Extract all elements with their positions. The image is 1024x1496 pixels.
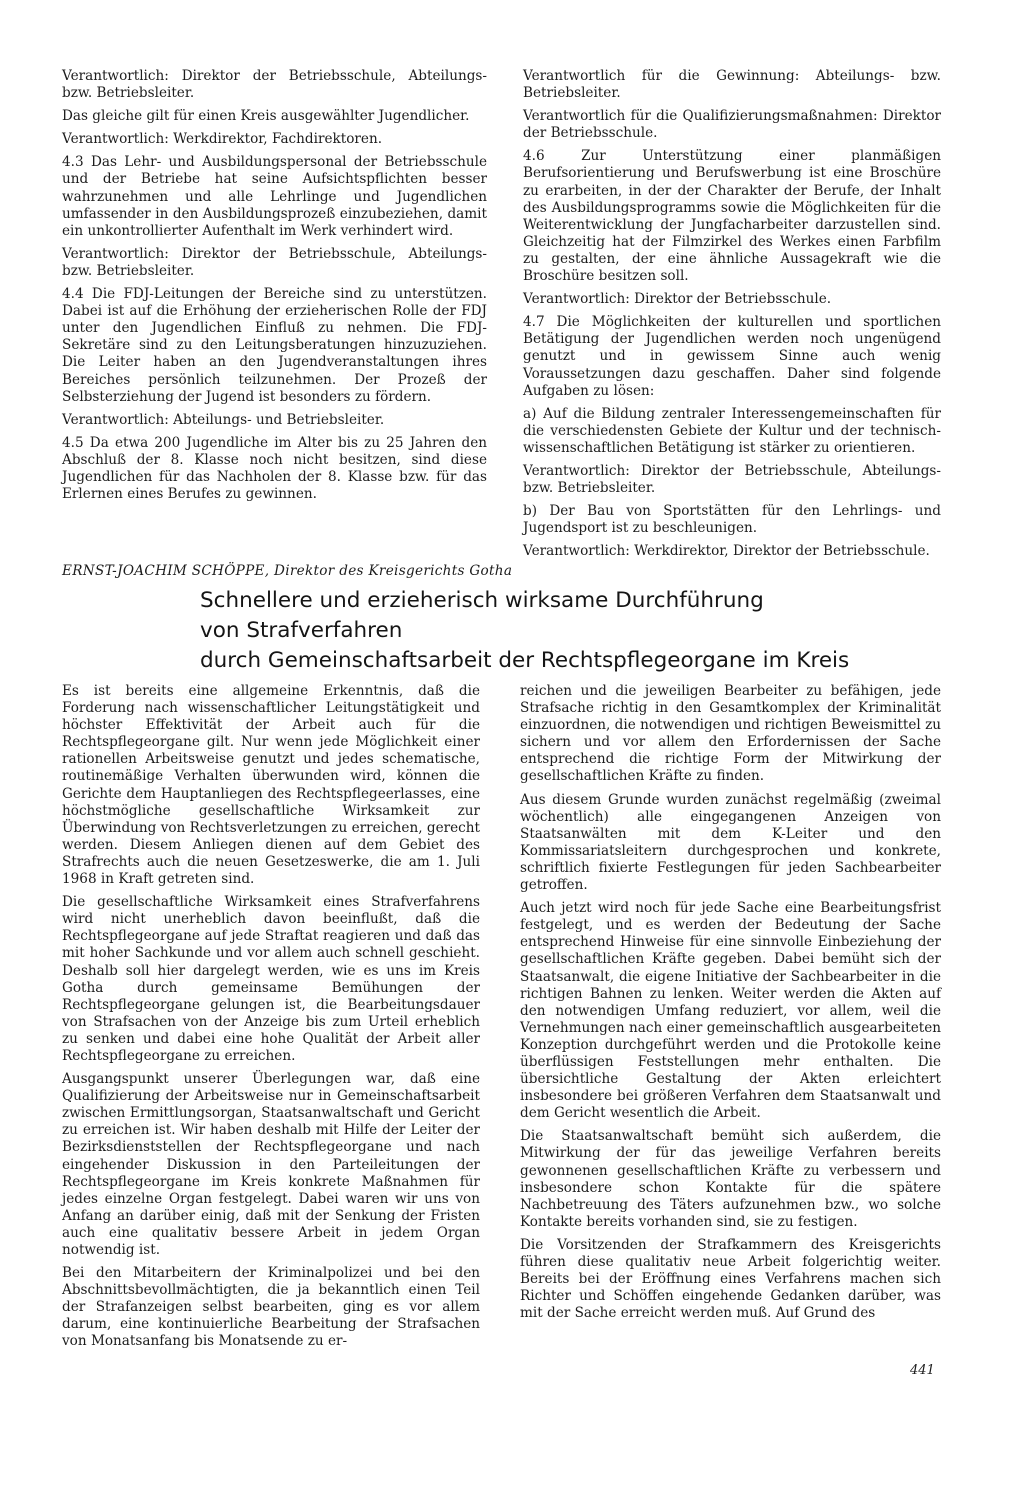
- paragraph: reichen und die jeweiligen Bearbeiter zu befähigen, jede Strafsache richtig in den Gesamtkomplex der Kriminalität einzuordnen, die notwendigen und richtigen Beweismittel zu sichern und vor allem den Erfordernissen der Sache entsprechend die richtige Form der Mitwirkung der gesellschaftlichen Kräfte zu finden.: [520, 683, 941, 785]
- paragraph: a) Auf die Bildung zentraler Interessengemeinschaften für die verschiedensten Gebiete der Kultur und der technisch-wissenschaftlichen Betätigung ist stärker zu orientieren.: [523, 405, 941, 456]
- article-right-column: [520, 683, 941, 1328]
- paragraph: Verantwortlich: Werkdirektor, Direktor der Betriebsschule.: [523, 543, 930, 560]
- paragraph: Aus diesem Grunde wurden zunächst regelmäßig (zweimal wöchentlich) alle eingegangenen Anzeigen von Staatsanwälten mit dem K-Leiter und den Kommissariatsleitern durchgesprochen und konkrete, schriftlich fixierte Festlegungen für jeden Sachbearbeiter getroffen.: [520, 791, 941, 894]
- headline-line-1: Schnellere und erzieherisch wirksame Durchführung: [200, 588, 764, 613]
- headline-line-2: von Strafverfahren: [200, 618, 403, 643]
- article-headline: [62, 586, 942, 676]
- paragraph: b) Der Bau von Sportstätten für den Lehrlings- und Jugendsport ist zu beschleunigen.: [523, 503, 941, 537]
- paragraph: 4.5 Da etwa 200 Jugendliche im Alter bis zu 25 Jahren den Abschluß der 8. Klasse noch nicht besitzen, sind diese Jugendlichen für das Nachholen der 8. Klasse bzw. für das Erlernen eines Berufes zu gewinnen.: [62, 434, 487, 503]
- paragraph: Verantwortlich: Direktor der Betriebsschule, Abteilungs- bzw. Betriebsleiter.: [62, 245, 487, 279]
- paragraph: Die gesellschaftliche Wirksamkeit eines Strafverfahrens wird nicht unerheblich davon beeinflußt, daß die Rechtspflegeorgane auf jede Straftat reagieren und daß das mit hoher Sachkunde und vor allem auch schnell geschieht. Deshalb soll hier dargelegt werden, wie es uns im Kreis Gotha durch gemeinsame Bemühungen der Rechtspflegeorgane gelungen ist, die Bearbeitungsdauer von Strafsachen von der Anzeige bis zum Urteil erheblich zu senken und dabei eine hohe Qualität der Arbeit aller Rechtspflegeorgane zu erreichen.: [62, 894, 480, 1064]
- paragraph: Ausgangspunkt unserer Überlegungen war, daß eine Qualifizierung der Arbeitsweise nur in Gemeinschaftsarbeit zwischen Ermittlungsorgan, Staatsanwaltschaft und Gericht zu erreichen ist. Wir haben deshalb mit Hilfe der Leiter der Bezirksdienststellen der Rechtspflegeorgane und nach eingehender Diskussion in den Parteileitungen der Rechtspflegeorgane im Kreis konkrete Maßnahmen für jedes einzelne Organ festgelegt. Dabei waren wir uns von Anfang an darüber einig, daß mit der Senkung der Fristen auch eine qualitativ bessere Arbeit in jedem Organ notwendig ist.: [62, 1071, 480, 1258]
- headline-line-3: durch Gemeinschaftsarbeit der Rechtspflegeorgane im Kreis: [200, 648, 850, 673]
- paragraph: Verantwortlich: Direktor der Betriebsschule, Abteilungs- bzw. Betriebsleiter.: [523, 462, 941, 497]
- paragraph: Verantwortlich: Direktor der Betriebsschule.: [523, 291, 832, 308]
- top-left-column: [62, 68, 487, 509]
- paragraph: Verantwortlich: Direktor der Betriebsschule, Abteilungs- bzw. Betriebsleiter.: [62, 68, 487, 102]
- paragraph: Es ist bereits eine allgemeine Erkenntnis, daß die Forderung nach wissenschaftlicher Leitungstätigkeit und höchster Effektivität der Arbeit auch für die Rechtspflegeorgane gilt. Nur wenn jede Möglichkeit einer rationellen Arbeitsweise genutzt und jedes schematische, routinemäßige Verhalten überwunden wird, können die Gerichte dem Hauptanliegen des Rechtspflegeerlasses, eine höchstmögliche gesellschaftliche Wirksamkeit zur Überwindung von Rechtsverletzungen zu erreichen, gerecht werden. Diesem Anliegen dienen auf dem Gebiet des Strafrechts auch die neuen Gesetzeswerke, die am 1. Juli 1968 in Kraft getreten sind.: [62, 683, 480, 888]
- paragraph: Verantwortlich für die Qualifizierungsmaßnahmen: Direktor der Betriebsschule.: [523, 108, 941, 142]
- article-left-column: [62, 683, 480, 1357]
- paragraph: 4.7 Die Möglichkeiten der kulturellen und sportlichen Betätigung der Jugendlichen werden noch ungenügend genutzt und in gewissem Sinne auch wenig Voraussetzungen dazu geschaffen. Daher sind folgende Aufgaben zu lösen:: [523, 314, 941, 399]
- paragraph: 4.3 Das Lehr- und Ausbildungspersonal der Betriebsschule und der Betriebe hat seine Aufsichtspflichten besser wahrzunehmen und alle Lehrlinge und Jugendlichen umfassender in den Ausbildungsprozeß einzubeziehen, damit ein unkontrollierter Aufenthalt im Werk verhindert wird.: [62, 154, 487, 239]
- top-right-column: [523, 68, 941, 566]
- page-number: 441: [910, 1363, 935, 1378]
- author-byline: ERNST-JOACHIM SCHÖPPE, Direktor des Kreisgerichts Gotha: [62, 563, 513, 579]
- paragraph: Die Staatsanwaltschaft bemüht sich außerdem, die Mitwirkung der für das jeweilige Verfahren bereits gewonnenen gesellschaftlichen Kräfte zu verbessern und insbesondere schon Kontakte für die spätere Nachbetreuung des Täters aufzunehmen bzw., wo solche Kontakte bereits vorhanden sind, sie zu festigen.: [520, 1128, 941, 1230]
- paragraph: Das gleiche gilt für einen Kreis ausgewählter Jugendlicher.: [62, 108, 470, 125]
- paragraph: Verantwortlich für die Gewinnung: Abteilungs- bzw. Betriebsleiter.: [523, 68, 941, 102]
- paragraph: Auch jetzt wird noch für jede Sache eine Bearbeitungsfrist festgelegt, und es werden der Bedeutung der Sache entsprechend Hinweise für eine sinnvolle Einbeziehung der gesellschaftlichen Kräfte gegeben. Dabei bemüht sich der Staatsanwalt, die eigene Initiative der Sachbearbeiter in die richtigen Bahnen zu lenken. Weiter werden die Akten auf den notwendigen Umfang reduziert, vor allem, weil die Vernehmungen nach einer gemeinschaftlich ausgearbeiteten Konzeption durchgeführt werden und die Protokolle keine überflüssigen Feststellungen mehr enthalten. Die übersichtliche Gestaltung der Akten erleichtert insbesondere bei größeren Verfahren dem Staatsanwalt und dem Gericht wesentlich die Arbeit.: [520, 900, 941, 1122]
- paragraph: Die Vorsitzenden der Strafkammern des Kreisgerichts führen diese qualitativ neue Arbeit folgerichtig weiter. Bereits bei der Eröffnung eines Verfahrens machen sich Richter und Schöffen eingehende Gedanken darüber, was mit der Sache erreicht werden muß. Auf Grund des: [520, 1236, 941, 1322]
- paragraph: 4.6 Zur Unterstützung einer planmäßigen Berufsorientierung und Berufswerbung ist eine Broschüre zu erarbeiten, in der der Charakter der Berufe, der Inhalt des Ausbildungsprogramms sowie die Möglichkeiten für die Weiterentwicklung der Jungfacharbeiter darzustellen sind. Gleichzeitig hat der Filmzirkel des Werkes einen Farbfilm zu gestalten, der eine ähnliche Aussagekraft wie die Broschüre besitzen soll.: [523, 148, 941, 285]
- paragraph: Verantwortlich: Werkdirektor, Fachdirektoren.: [62, 131, 383, 148]
- paragraph: 4.4 Die FDJ-Leitungen der Bereiche sind zu unterstützen. Dabei ist auf die Erhöhung der erzieherischen Rolle der FDJ unter den Jugendlichen Einfluß zu nehmen. Die FDJ-Sekretäre sind zu den Leitungsberatungen hinzuzuziehen. Die Leiter haben an den Jugendveranstaltungen ihres Bereiches persönlich teilzunehmen. Der Prozeß der Selbsterziehung der Jugend ist besonders zu fördern.: [62, 286, 487, 405]
- paragraph: Verantwortlich: Abteilungs- und Betriebsleiter.: [62, 411, 385, 428]
- paragraph: Bei den Mitarbeitern der Kriminalpolizei und bei den Abschnittsbevollmächtigten, die ja bekanntlich einen Teil der Strafanzeigen selbst bearbeiten, ging es vor allem darum, eine kontinuierliche Bearbeitung der Strafsachen von Monatsanfang bis Monatsende zu er-: [62, 1265, 480, 1350]
